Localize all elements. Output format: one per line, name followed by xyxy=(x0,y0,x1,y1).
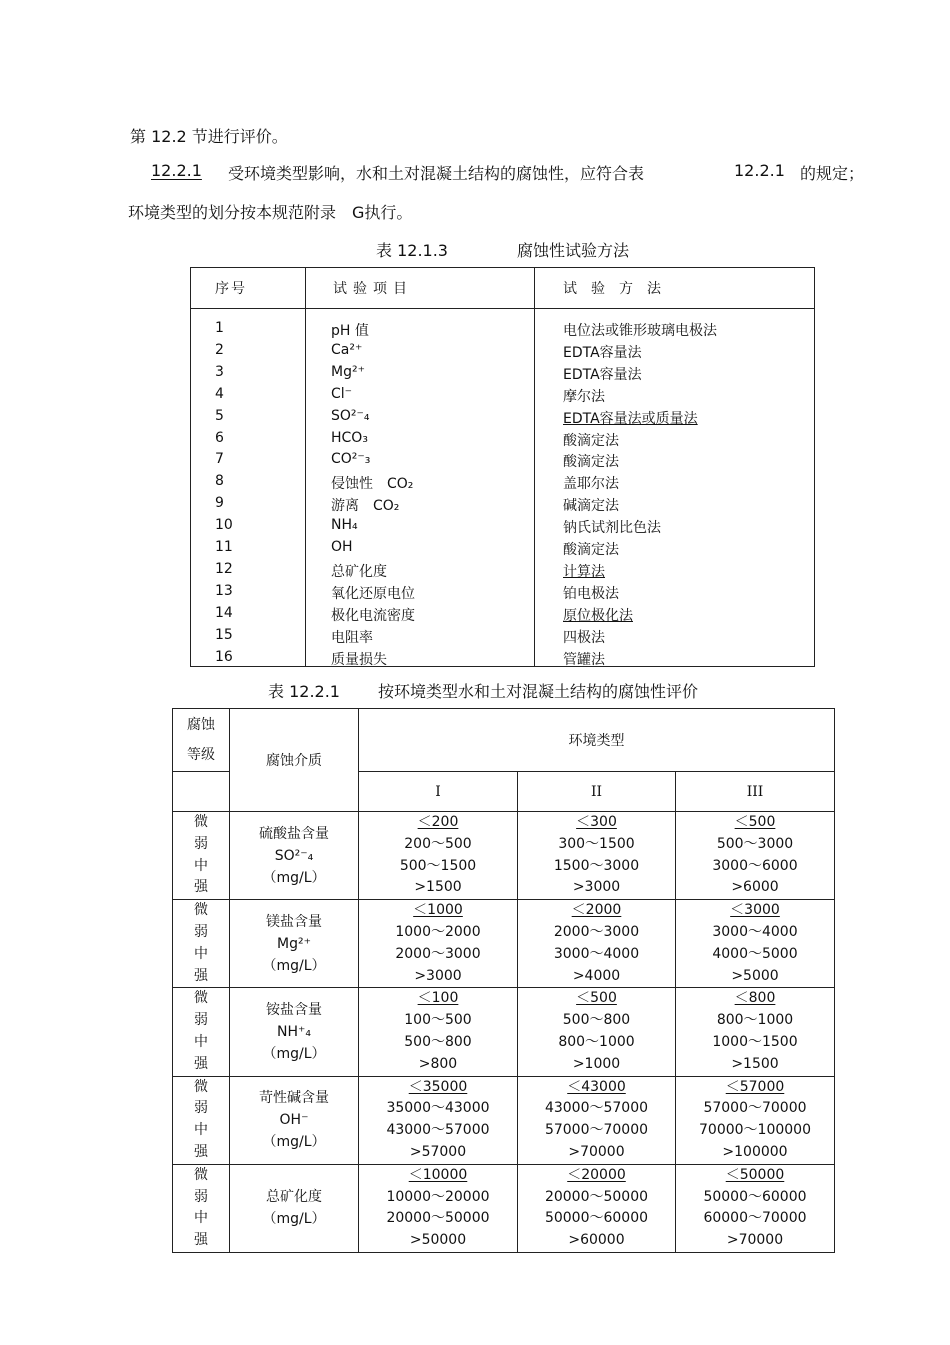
grade-label: 弱 xyxy=(194,1188,208,1205)
test-method: EDTA容量法 xyxy=(563,344,642,361)
test-method: 酸滴定法 xyxy=(563,454,619,471)
grade-label: 中 xyxy=(194,857,208,874)
value-cell xyxy=(359,1076,518,1164)
row-number: 8 xyxy=(215,473,224,490)
grade-label: 强 xyxy=(194,1055,208,1072)
clause-ref: 12.2.1 xyxy=(734,161,785,180)
row-number: 14 xyxy=(215,604,233,621)
row-number: 3 xyxy=(215,363,224,380)
medium-label: OH⁻ xyxy=(279,1112,309,1129)
corrosion-evaluation-table xyxy=(172,708,835,1253)
value-range: >3000 xyxy=(414,967,462,984)
table-caption-title: 腐蚀性试验方法 xyxy=(517,241,630,260)
value-range: ＜1000 xyxy=(413,902,463,919)
value-range: 1000～1500 xyxy=(712,1033,798,1050)
grade-label: 中 xyxy=(194,945,208,962)
environment-header: 环境类型 xyxy=(359,709,835,772)
grade-cell xyxy=(173,900,230,988)
row-number: 13 xyxy=(215,582,233,599)
value-range: 800～1000 xyxy=(558,1033,635,1050)
test-method: EDTA容量法 xyxy=(563,366,642,383)
value-cell xyxy=(518,1076,676,1164)
medium-label: 铵盐含量 xyxy=(266,1001,322,1018)
medium-label: （mg/L） xyxy=(262,1211,326,1228)
value-range: ＜200 xyxy=(417,814,459,830)
value-range: 500～800 xyxy=(562,1012,631,1029)
grade-cell xyxy=(173,1164,230,1252)
row-number: 15 xyxy=(215,626,233,643)
test-method: 计算法 xyxy=(563,563,605,580)
value-cell xyxy=(676,1076,835,1164)
value-range: ＜500 xyxy=(734,814,776,830)
value-range: 1500～3000 xyxy=(553,857,640,874)
test-item: OH xyxy=(331,539,353,555)
value-range: 200～500 xyxy=(404,835,472,852)
test-method: 管罐法 xyxy=(563,651,605,668)
table-caption-title: 按环境类型水和土对混凝土结构的腐蚀性评价 xyxy=(378,682,699,701)
value-range: ＜500 xyxy=(576,990,617,1007)
test-method: 酸滴定法 xyxy=(563,542,619,558)
test-item: pH 值 xyxy=(331,323,369,339)
value-range: ＜2000 xyxy=(571,902,622,919)
grade-label: 强 xyxy=(194,879,208,896)
value-range: >800 xyxy=(418,1055,458,1072)
table-row xyxy=(173,900,835,988)
test-item: 质量损失 xyxy=(331,651,387,668)
value-range: ＜57000 xyxy=(725,1078,785,1095)
value-cell xyxy=(676,1164,835,1252)
value-range: >1500 xyxy=(731,1055,779,1072)
value-range: 2000～3000 xyxy=(395,945,481,962)
medium-label: 苛性碱含量 xyxy=(259,1090,329,1107)
medium-header: 腐蚀介质 xyxy=(230,709,359,812)
test-method: 四极法 xyxy=(563,629,605,646)
table-row xyxy=(173,812,835,900)
grade-label: 微 xyxy=(194,814,208,830)
value-range: 10000～20000 xyxy=(386,1188,490,1205)
grade-label: 强 xyxy=(194,1232,208,1249)
medium-label: Mg²⁺ xyxy=(277,935,311,952)
test-item: CO²⁻₃ xyxy=(331,451,371,468)
value-range: 35000～43000 xyxy=(386,1100,490,1117)
table-caption-number: 表 12.1.3 xyxy=(376,241,448,260)
value-range: >3000 xyxy=(572,879,621,896)
value-cell xyxy=(359,812,518,900)
test-method: EDTA容量法或质量法 xyxy=(563,410,698,427)
grade-label: 中 xyxy=(194,1033,208,1050)
intro-line: 第 12.2 节进行评价。 xyxy=(130,127,288,146)
medium-cell xyxy=(230,1164,359,1252)
test-item: HCO₃ xyxy=(331,429,368,446)
column-header: 试验方法 xyxy=(563,281,675,297)
row-number: 9 xyxy=(215,495,224,512)
grade-label: 微 xyxy=(194,1166,208,1183)
medium-cell xyxy=(230,988,359,1076)
value-range: 3000～4000 xyxy=(553,945,640,962)
value-range: ＜43000 xyxy=(567,1078,626,1095)
row-number: 7 xyxy=(215,451,224,468)
grade-label: 强 xyxy=(194,967,208,984)
empty-cell xyxy=(173,772,230,812)
value-cell xyxy=(359,988,518,1076)
test-method: 原位极化法 xyxy=(563,607,633,624)
row-number: 12 xyxy=(215,560,233,577)
value-range: >60000 xyxy=(568,1232,625,1249)
value-range: ＜300 xyxy=(576,814,617,830)
value-cell xyxy=(518,812,676,900)
value-cell xyxy=(518,1164,676,1252)
column-header: 试验项目 xyxy=(333,281,413,297)
grade-label: 微 xyxy=(194,902,208,919)
value-range: 1000～2000 xyxy=(395,923,481,940)
table-row xyxy=(173,1164,835,1252)
grade-label: 强 xyxy=(194,1143,208,1160)
grade-label: 弱 xyxy=(194,1012,208,1029)
grade-label: 弱 xyxy=(194,923,208,940)
medium-label: 总矿化度 xyxy=(266,1189,322,1206)
value-range: 500～800 xyxy=(404,1033,472,1050)
value-cell xyxy=(676,900,835,988)
test-method-table xyxy=(190,267,815,667)
value-range: ＜100 xyxy=(417,990,459,1007)
test-method: 碱滴定法 xyxy=(563,498,619,515)
env-type-header: II xyxy=(518,772,676,812)
value-range: >70000 xyxy=(568,1143,625,1160)
table-row xyxy=(173,988,835,1076)
value-range: ＜800 xyxy=(734,990,776,1007)
value-range: 43000～57000 xyxy=(544,1100,649,1117)
medium-label: （mg/L） xyxy=(262,869,326,886)
grade-cell xyxy=(173,812,230,900)
value-range: ＜50000 xyxy=(725,1166,785,1183)
table-row xyxy=(173,1076,835,1164)
value-range: 50000～60000 xyxy=(703,1188,807,1205)
test-item: 游离 CO₂ xyxy=(331,498,400,515)
value-cell xyxy=(359,900,518,988)
row-number: 10 xyxy=(215,517,233,534)
medium-label: 镁盐含量 xyxy=(266,913,322,930)
value-range: 500～3000 xyxy=(716,835,794,852)
value-range: ＜35000 xyxy=(408,1078,468,1095)
medium-label: （mg/L） xyxy=(262,1045,326,1062)
row-number: 11 xyxy=(215,539,233,555)
value-range: ＜3000 xyxy=(730,902,780,919)
medium-label: 硫酸盐含量 xyxy=(259,825,329,842)
test-item: 电阻率 xyxy=(331,629,373,646)
row-number: 1 xyxy=(215,320,224,336)
test-method: 钠氏试剂比色法 xyxy=(563,520,661,537)
clause-number: 12.2.1 xyxy=(151,161,202,180)
value-range: 50000～60000 xyxy=(544,1210,649,1227)
test-method: 酸滴定法 xyxy=(563,432,619,449)
value-range: 800～1000 xyxy=(716,1012,794,1029)
row-number: 2 xyxy=(215,341,224,358)
grade-label: 弱 xyxy=(194,1100,208,1117)
table-caption-number: 表 12.2.1 xyxy=(268,682,340,701)
grade-header: 腐蚀等级 xyxy=(173,709,230,772)
test-item: NH₄ xyxy=(331,517,358,534)
row-number: 16 xyxy=(215,648,233,665)
value-cell xyxy=(676,988,835,1076)
value-range: 300～1500 xyxy=(558,835,635,852)
row-number: 5 xyxy=(215,407,224,424)
test-item: 总矿化度 xyxy=(331,563,387,580)
test-item: Cl⁻ xyxy=(331,385,353,402)
value-cell xyxy=(518,988,676,1076)
value-range: >5000 xyxy=(731,967,779,984)
value-range: 3000～6000 xyxy=(712,857,798,874)
medium-label: NH⁺₄ xyxy=(276,1023,311,1040)
test-method: 电位法或锥形玻璃电极法 xyxy=(563,323,717,339)
value-range: 57000～70000 xyxy=(703,1100,807,1117)
value-range: ＜10000 xyxy=(408,1166,468,1183)
value-range: >1500 xyxy=(414,879,462,896)
grade-cell xyxy=(173,988,230,1076)
value-range: >4000 xyxy=(572,967,621,984)
value-range: >6000 xyxy=(731,879,779,896)
test-item: 侵蚀性 CO₂ xyxy=(331,476,414,493)
value-range: 20000～50000 xyxy=(386,1210,490,1227)
grade-cell xyxy=(173,1076,230,1164)
value-range: ＜20000 xyxy=(567,1166,626,1183)
value-cell xyxy=(359,1164,518,1252)
value-cell xyxy=(676,812,835,900)
value-range: >57000 xyxy=(409,1143,467,1160)
value-range: 43000～57000 xyxy=(386,1122,490,1139)
value-range: >70000 xyxy=(726,1232,784,1249)
test-method: 摩尔法 xyxy=(563,388,605,405)
medium-label: （mg/L） xyxy=(262,1134,326,1151)
intro-line: 环境类型的划分按本规范附录 G执行。 xyxy=(128,203,413,222)
value-range: >50000 xyxy=(409,1232,467,1249)
value-range: >100000 xyxy=(722,1143,788,1160)
test-item: Ca²⁺ xyxy=(331,341,363,358)
test-method: 盖耶尔法 xyxy=(563,476,619,493)
test-item: 氧化还原电位 xyxy=(331,585,415,602)
value-range: 100～500 xyxy=(404,1012,472,1029)
value-range: >1000 xyxy=(572,1055,621,1072)
value-cell xyxy=(518,900,676,988)
value-range: 3000～4000 xyxy=(712,923,798,940)
test-method: 铂电极法 xyxy=(563,585,619,602)
value-range: 2000～3000 xyxy=(553,923,640,940)
env-type-header: I xyxy=(359,772,518,812)
clause-text: 受环境类型影响，水和土对混凝土结构的腐蚀性，应符合表 xyxy=(228,164,645,183)
clause-end: 的规定； xyxy=(800,164,865,183)
grade-label: 中 xyxy=(194,1210,208,1227)
medium-label: （mg/L） xyxy=(262,957,326,974)
row-number: 6 xyxy=(215,429,224,446)
value-range: 70000～100000 xyxy=(699,1122,811,1139)
grade-label: 中 xyxy=(194,1122,208,1139)
value-range: 60000～70000 xyxy=(703,1210,807,1227)
medium-cell xyxy=(230,812,359,900)
medium-cell xyxy=(230,900,359,988)
row-number: 4 xyxy=(215,385,224,402)
grade-label: 微 xyxy=(194,990,208,1007)
test-item: Mg²⁺ xyxy=(331,363,365,380)
value-range: 4000～5000 xyxy=(712,945,798,962)
grade-label: 微 xyxy=(194,1078,208,1095)
value-range: 20000～50000 xyxy=(544,1188,649,1205)
medium-label: SO²⁻₄ xyxy=(274,847,314,864)
value-range: 57000～70000 xyxy=(544,1122,649,1139)
env-type-header: III xyxy=(676,772,835,812)
test-item: SO²⁻₄ xyxy=(331,407,370,424)
medium-cell xyxy=(230,1076,359,1164)
test-item: 极化电流密度 xyxy=(331,607,415,624)
column-header: 序号 xyxy=(215,281,247,297)
value-range: 500～1500 xyxy=(399,857,477,874)
grade-label: 弱 xyxy=(194,835,208,852)
